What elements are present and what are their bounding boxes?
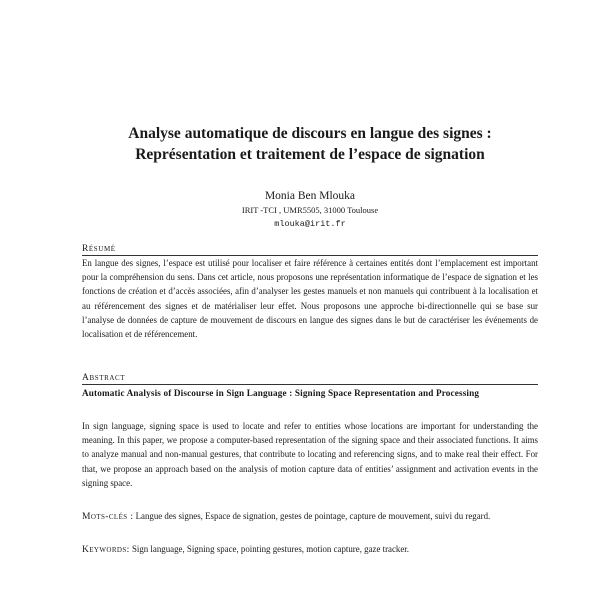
abstract-heading: Abstract — [82, 373, 126, 383]
author-affiliation: IRIT -TCI , UMR5505, 31000 Toulouse — [241, 205, 379, 215]
keywords-fr-text: Langue des signes, Espace de signation, gestes de pointage, capture de mouvement, suivi du regard. — [135, 511, 491, 521]
title-line-2: Représentation et traitement de l’espace de signation — [135, 146, 485, 163]
keywords-fr — [82, 509, 538, 524]
keywords-fr-label: Mots-clés : — [82, 512, 134, 522]
resume-heading: Résumé — [82, 244, 116, 254]
paper-title — [82, 123, 538, 165]
title-line-1: Analyse automatique de discours en langue des signes : — [128, 125, 492, 142]
resume-text: En langue des signes, l’espace est utilisé pour localiser et faire référence à certaines entités dont l’emplacement est important pour la compréhension du sens. Dans cet article, nous proposons une représentation informatique de l’espace de signation et les fonctions de création et d’accès associées, afin d’analyser les gestes manuels et non manuels qui contribuent à la localisation et au référencement des signes et de matérialiser leur effet. Nous proposons une approche bi-directionnelle qui se base sur l’analyse de données de capture de mouvement de discours en langue des signes dans le but de caractériser les événements de localisation et de référencement. — [82, 258, 538, 340]
abstract-rule — [82, 384, 538, 385]
keywords-en — [82, 542, 538, 557]
keywords-en-text: Sign language, Signing space, pointing gestures, motion capture, gaze tracker. — [131, 544, 409, 554]
author-name: Monia Ben Mlouka — [264, 190, 356, 202]
abstract-text: In sign language, signing space is used to locate and refer to entities whose locations are important for understanding the meaning. In this paper, we propose a computer-based representation of the signing space and their associated functions. It aims to analyze manual and non-manual gestures, that contribute to locating and referencing signs, and to make real their effect. For that, we propose an approach based on the analysis of motion capture data of entities’ assignment and activation events in the signing space. — [82, 421, 538, 488]
keywords-en-label: Keywords: — [82, 545, 130, 555]
author-email: mlouka@irit.fr — [274, 219, 346, 229]
abstract-title: Automatic Analysis of Discourse in Sign Language : Signing Space Representation and Processing — [82, 388, 480, 398]
